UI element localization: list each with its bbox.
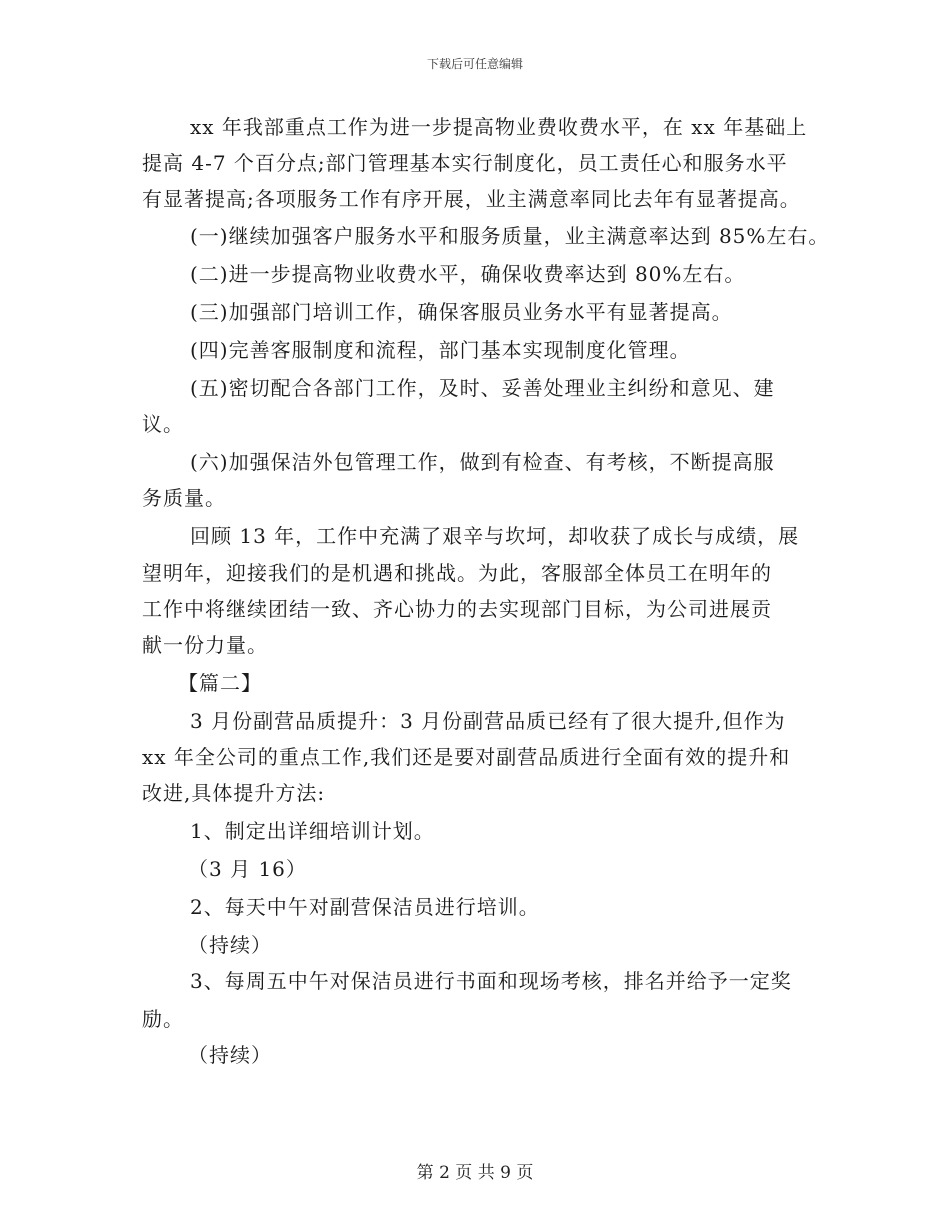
text-line: 1、制定出详细培训计划。: [190, 819, 435, 843]
text-line: 献一份力量。: [142, 633, 268, 657]
text-line: 励。: [142, 1007, 184, 1031]
text-line: （3 月 16）: [188, 857, 307, 881]
text-line: 工作中将继续团结一致、齐心协力的去实现部门目标，为公司进展贡: [142, 597, 772, 621]
section-heading: 【篇二】: [178, 671, 262, 695]
text-line: (三)加强部门培训工作，确保客服员业务水平有显著提高。: [190, 300, 733, 324]
page-header: 下载后可任意编辑: [426, 57, 523, 71]
text-line: 2、每天中午对副营保洁员进行培训。: [190, 895, 540, 919]
text-line: 望明年，迎接我们的是机遇和挑战。为此，客服部全体员工在明年的: [142, 561, 772, 585]
text-line: xx 年我部重点工作为进一步提高物业费收费水平，在 xx 年基础上: [190, 115, 808, 139]
text-line: 回顾 13 年，工作中充满了艰辛与坎坷，却收获了成长与成绩，展: [190, 524, 800, 548]
text-line: (六)加强保洁外包管理工作，做到有检查、有考核，不断提高服: [190, 450, 775, 474]
text-line: (五)密切配合各部门工作，及时、妥善处理业主纠纷和意见、建: [190, 376, 775, 400]
text-line: 有显著提高;各项服务工作有序开展，业主满意率同比去年有显著提高。: [142, 187, 801, 211]
text-line: (四)完善客服制度和流程，部门基本实现制度化管理。: [190, 338, 691, 362]
text-line: xx 年全公司的重点工作,我们还是要对副营品质进行全面有效的提升和: [142, 745, 791, 769]
text-line: 务质量。: [142, 486, 226, 510]
text-line: （持续）: [188, 1043, 272, 1067]
text-line: 议。: [142, 412, 184, 436]
text-line: 3 月份副营品质提升：3 月份副营品质已经有了很大提升,但作为: [190, 709, 786, 733]
text-line: (二)进一步提高物业收费水平，确保收费率达到 80%左右。: [190, 262, 746, 286]
text-line: (一)继续加强客户服务水平和服务质量，业主满意率达到 85%左右。: [190, 224, 830, 248]
text-line: （持续）: [188, 933, 272, 957]
text-line: 改进,具体提升方法:: [142, 781, 326, 805]
text-line: 3、每周五中午对保洁员进行书面和现场考核，排名并给予一定奖: [190, 969, 792, 993]
page-footer: 第 2 页 共 9 页: [416, 1163, 534, 1183]
text-line: 提高 4-7 个百分点;部门管理基本实行制度化，员工责任心和服务水平: [142, 151, 788, 175]
